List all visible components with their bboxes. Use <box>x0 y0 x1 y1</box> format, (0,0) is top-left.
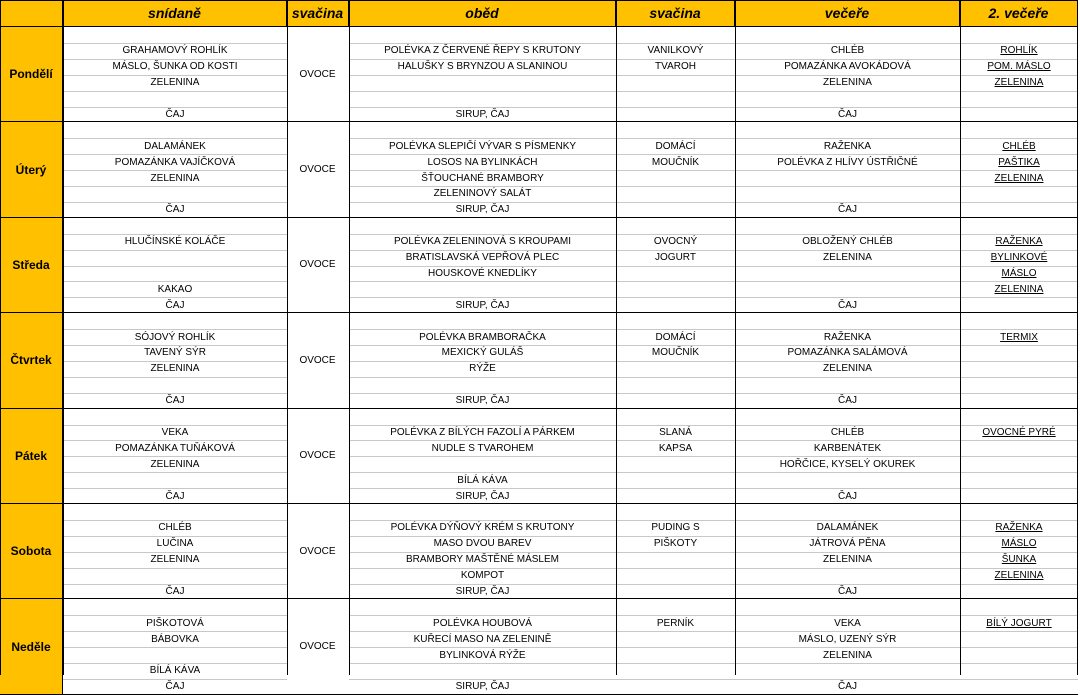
snack2-cell: VANILKOVÝ <box>647 45 704 57</box>
breakfast-cell: SÓJOVÝ ROHLÍK <box>134 331 216 343</box>
lunch-cell: POLÉVKA ZELENINOVÁ S KROUPAMI <box>393 236 572 248</box>
lunch-cell: POLÉVKA HOUBOVÁ <box>433 617 532 629</box>
lunch-cell: SIRUP, ČAJ <box>455 681 510 693</box>
snack-cell: OVOCE <box>287 599 348 693</box>
lunch-cell: SIRUP, ČAJ <box>455 204 510 216</box>
lunch-cell: RÝŽE <box>469 363 496 375</box>
lunch-cell: BYLINKOVÁ RÝŽE <box>439 649 526 661</box>
snack-cell: OVOCE <box>287 504 348 598</box>
second-dinner-cell: PAŠTIKA <box>998 156 1040 168</box>
lunch-cell: SIRUP, ČAJ <box>455 585 510 597</box>
dinner-cell: JÁTROVÁ PĚNA <box>809 538 886 550</box>
dinner-cell: ČAJ <box>838 108 857 120</box>
row-gridline <box>63 647 287 648</box>
second-dinner-cell: BYLINKOVÉ <box>990 252 1048 264</box>
dinner-cell: ZELENINA <box>823 554 872 566</box>
second-dinner-cell: POM. MÁSLO <box>987 61 1051 73</box>
snack2-cell: MOUČNÍK <box>651 156 700 168</box>
breakfast-cell: ZELENINA <box>150 554 200 566</box>
header-second-dinner: 2. večeře <box>960 0 1078 27</box>
lunch-cell: SIRUP, ČAJ <box>455 108 510 120</box>
lunch-cell: SIRUP, ČAJ <box>455 299 510 311</box>
dinner-cell: ZELENINA <box>823 649 872 661</box>
dinner-cell: ČAJ <box>838 299 857 311</box>
row-gridline <box>63 91 287 92</box>
snack2-cell: DOMÁCÍ <box>655 140 696 152</box>
snack2-cell: SLANÁ <box>659 426 692 438</box>
dinner-cell: MÁSLO, UZENÝ SÝR <box>798 633 897 645</box>
row-gridline <box>349 456 1078 457</box>
lunch-cell: MEXICKÝ GULÁŠ <box>441 347 524 359</box>
dinner-cell: POMAZÁNKA SALÁMOVÁ <box>787 347 908 359</box>
row-gridline <box>63 568 287 569</box>
breakfast-cell: ZELENINA <box>150 77 200 89</box>
breakfast-cell: TAVENÝ SÝR <box>144 347 206 359</box>
breakfast-cell: VEKA <box>161 426 189 438</box>
lunch-cell: SIRUP, ČAJ <box>455 490 510 502</box>
lunch-cell: KUŘECÍ MASO NA ZELENINĚ <box>413 633 552 645</box>
dinner-cell: KARBENÁTEK <box>813 442 882 454</box>
breakfast-cell: PIŠKOTOVÁ <box>146 617 204 629</box>
day-label: Čtvrtek <box>0 313 63 408</box>
row-gridline <box>63 250 287 251</box>
header-breakfast: snídaně <box>63 0 287 27</box>
dinner-cell: POLÉVKA Z HLÍVY ÚSTŘIČNÉ <box>777 156 918 168</box>
breakfast-cell: ZELENINA <box>150 363 200 375</box>
breakfast-cell: ČAJ <box>165 299 185 311</box>
column-border <box>616 0 617 675</box>
second-dinner-cell: ZELENINA <box>994 570 1044 582</box>
day-label: Středa <box>0 218 63 313</box>
breakfast-cell: ČAJ <box>165 585 185 597</box>
snack-cell: OVOCE <box>287 27 348 121</box>
snack-cell: OVOCE <box>287 218 348 312</box>
column-border <box>63 0 64 675</box>
breakfast-cell: POMAZÁNKA TUŇÁKOVÁ <box>115 442 235 454</box>
snack2-cell: MOUČNÍK <box>651 347 700 359</box>
header-lunch: oběd <box>349 0 616 27</box>
breakfast-cell: GRAHAMOVÝ ROHLÍK <box>122 45 228 57</box>
lunch-cell: NUDLE S TVAROHEM <box>431 442 534 454</box>
lunch-cell: HOUSKOVÉ KNEDLÍKY <box>428 267 537 279</box>
dinner-cell: ČAJ <box>838 585 857 597</box>
lunch-cell: POLÉVKA BRAMBORAČKA <box>419 331 546 343</box>
second-dinner-cell: MÁSLO <box>1001 267 1037 279</box>
snack2-cell: JOGURT <box>655 252 696 264</box>
breakfast-cell: ČAJ <box>165 490 185 502</box>
snack-cell: OVOCE <box>287 409 348 503</box>
dinner-cell: POMAZÁNKA AVOKÁDOVÁ <box>784 61 911 73</box>
row-gridline <box>349 91 1078 92</box>
lunch-cell: ŠŤOUCHANÉ BRAMBORY <box>421 172 544 184</box>
column-border <box>1077 0 1078 675</box>
row-gridline <box>63 266 287 267</box>
column-border <box>735 0 736 675</box>
breakfast-cell: BÍLÁ KÁVA <box>149 665 201 677</box>
dinner-cell: ČAJ <box>838 681 857 693</box>
dinner-cell: ČAJ <box>838 395 857 407</box>
second-dinner-cell: ZELENINA <box>994 172 1044 184</box>
snack-cell: OVOCE <box>287 122 348 216</box>
column-border <box>960 0 961 675</box>
snack-cell: OVOCE <box>287 313 348 407</box>
row-gridline <box>63 186 287 187</box>
second-dinner-cell: RAŽENKA <box>995 236 1043 248</box>
second-dinner-cell: ZELENINA <box>994 283 1044 295</box>
dinner-cell: ZELENINA <box>823 363 872 375</box>
row-gridline <box>63 472 287 473</box>
dinner-cell: CHLÉB <box>830 426 865 438</box>
second-dinner-cell: ZELENINA <box>994 77 1044 89</box>
day-label: Pondělí <box>0 27 63 122</box>
lunch-cell: BRATISLAVSKÁ VEPŘOVÁ PLEC <box>405 252 560 264</box>
breakfast-cell: ČAJ <box>165 108 185 120</box>
lunch-cell: BÍLÁ KÁVA <box>457 474 508 486</box>
breakfast-cell: POMAZÁNKA VAJÍČKOVÁ <box>114 156 236 168</box>
breakfast-cell: ČAJ <box>165 395 185 407</box>
snack2-cell: PUDING S <box>651 522 700 534</box>
dinner-cell: RAŽENKA <box>823 331 872 343</box>
dinner-cell: CHLÉB <box>830 45 865 57</box>
lunch-cell: SIRUP, ČAJ <box>455 395 510 407</box>
header-dinner: večeře <box>735 0 960 27</box>
snack2-cell: KAPSA <box>658 442 693 454</box>
dinner-cell: RAŽENKA <box>823 140 872 152</box>
dinner-cell: ZELENINA <box>823 252 872 264</box>
second-dinner-cell: ŠUNKA <box>1001 554 1037 566</box>
column-border <box>0 0 1 675</box>
snack2-cell: OVOCNÝ <box>653 236 698 248</box>
breakfast-cell: LUČINA <box>156 538 194 550</box>
row-gridline <box>349 663 1078 664</box>
second-dinner-cell: OVOCNÉ PYRÉ <box>982 426 1056 438</box>
breakfast-cell: KAKAO <box>157 283 193 295</box>
dinner-cell: OBLOŽENÝ CHLÉB <box>802 236 893 248</box>
day-label: Pátek <box>0 409 63 504</box>
row-gridline <box>349 377 1078 378</box>
dinner-cell: DALAMÁNEK <box>816 522 879 534</box>
snack2-cell: PIŠKOTY <box>653 538 698 550</box>
breakfast-cell: CHLÉB <box>158 522 192 534</box>
second-dinner-cell: BÍLÝ JOGURT <box>986 617 1052 629</box>
column-border <box>287 0 288 675</box>
dinner-cell: ZELENINA <box>823 77 872 89</box>
breakfast-cell: BÁBOVKA <box>151 633 199 645</box>
lunch-cell: HALUŠKY S BRYNZOU A SLANINOU <box>397 61 568 73</box>
day-label: Sobota <box>0 504 63 599</box>
dinner-cell: ČAJ <box>838 490 857 502</box>
breakfast-cell: MÁSLO, ŠUNKA OD KOSTI <box>112 61 238 73</box>
snack2-cell: DOMÁCÍ <box>655 331 696 343</box>
header-corner <box>0 0 63 27</box>
lunch-cell: POLÉVKA SLEPIČÍ VÝVAR S PÍSMENKY <box>388 140 577 152</box>
breakfast-cell: DALAMÁNEK <box>144 140 206 152</box>
lunch-cell: LOSOS NA BYLINKÁCH <box>427 156 538 168</box>
second-dinner-cell: ROHLÍK <box>1000 45 1038 57</box>
breakfast-cell: ČAJ <box>165 204 185 216</box>
second-dinner-cell: MÁSLO <box>1001 538 1037 550</box>
row-gridline <box>63 377 287 378</box>
lunch-cell: POLÉVKA DÝŇOVÝ KRÉM S KRUTONY <box>390 522 575 534</box>
dinner-cell: HOŘČICE, KYSELÝ OKUREK <box>779 458 916 470</box>
lunch-cell: POLÉVKA Z BÍLÝCH FAZOLÍ A PÁRKEM <box>390 426 575 438</box>
header-snack: svačina <box>287 0 349 27</box>
dinner-cell: VEKA <box>834 617 861 629</box>
breakfast-cell: ZELENINA <box>150 458 200 470</box>
header-snack-2: svačina <box>616 0 735 27</box>
snack2-cell: TVAROH <box>655 61 696 73</box>
second-dinner-cell: CHLÉB <box>1002 140 1036 152</box>
top-border <box>0 0 1078 1</box>
column-border <box>349 0 350 675</box>
lunch-cell: KOMPOT <box>460 570 505 582</box>
breakfast-cell: ZELENINA <box>150 172 200 184</box>
breakfast-cell: HLUČÍNSKÉ KOLÁČE <box>124 236 226 248</box>
lunch-cell: BRAMBORY MAŠTĚNÉ MÁSLEM <box>406 554 559 566</box>
breakfast-cell: ČAJ <box>165 681 185 693</box>
snack2-cell: PERNÍK <box>656 617 695 629</box>
day-label: Neděle <box>0 599 63 694</box>
second-dinner-cell: TERMIX <box>1000 331 1038 343</box>
dinner-cell: ČAJ <box>838 204 857 216</box>
lunch-cell: ZELENINOVÝ SALÁT <box>433 188 532 200</box>
lunch-cell: MASO DVOU BAREV <box>433 538 532 550</box>
second-dinner-cell: RAŽENKA <box>995 522 1043 534</box>
lunch-cell: POLÉVKA Z ČERVENÉ ŘEPY S KRUTONY <box>384 45 581 57</box>
day-label: Úterý <box>0 122 63 217</box>
